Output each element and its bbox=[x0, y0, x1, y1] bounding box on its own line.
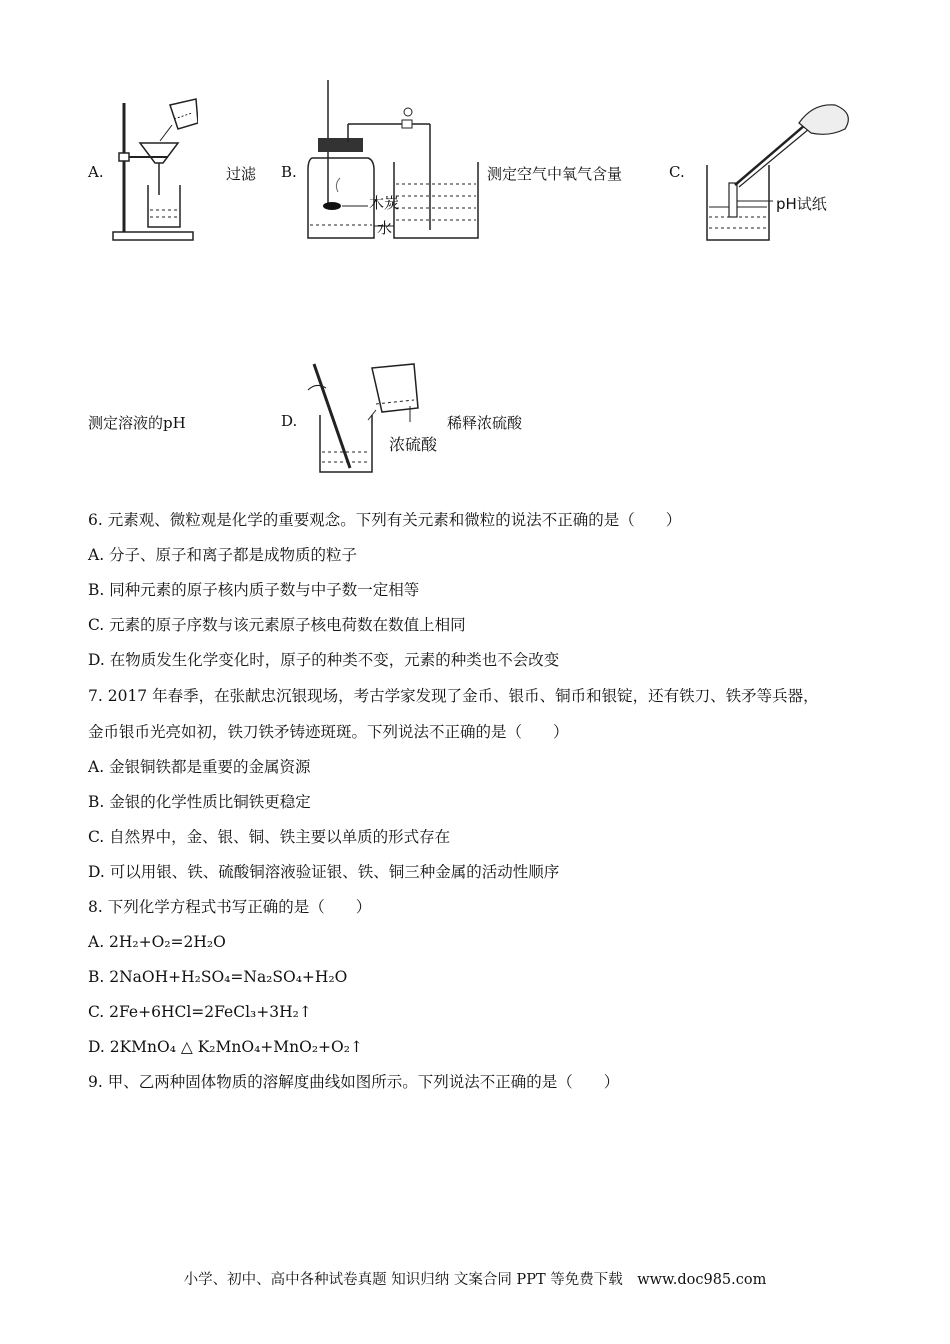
oxygen-content-figure bbox=[298, 80, 488, 245]
option-d-letter: D. bbox=[281, 412, 298, 430]
question-8-option-c: C. 2Fe+6HCl=2FeCl₃+3H₂↑ bbox=[88, 1003, 312, 1021]
option-a-caption: 过滤 bbox=[226, 165, 257, 183]
option-c-caption: 测定溶液的pH bbox=[88, 414, 186, 432]
question-6-option-a: A. 分子、原子和离子都是成物质的粒子 bbox=[88, 546, 358, 564]
label-conc-acid: 浓硫酸 bbox=[389, 435, 438, 454]
option-c-letter: C. bbox=[669, 163, 685, 181]
question-6-option-d: D. 在物质发生化学变化时，原子的种类不变，元素的种类也不会改变 bbox=[88, 651, 560, 669]
question-6-option-b: B. 同种元素的原子核内质子数与中子数一定相等 bbox=[88, 581, 420, 599]
filtration-figure bbox=[108, 95, 198, 250]
question-7-stem-line2: 金币银币光亮如初，铁刀铁矛铸迹斑斑。下列说法不正确的是（ ） bbox=[88, 723, 569, 741]
option-b-letter: B. bbox=[281, 163, 297, 181]
option-a-letter: A. bbox=[88, 163, 104, 181]
question-7-option-b: B. 金银的化学性质比铜铁更稳定 bbox=[88, 793, 311, 811]
question-8-option-b: B. 2NaOH+H₂SO₄=Na₂SO₄+H₂O bbox=[88, 968, 348, 986]
question-6-stem: 6. 元素观、微粒观是化学的重要观念。下列有关元素和微粒的说法不正确的是（ ） bbox=[88, 511, 682, 529]
dilute-acid-figure bbox=[302, 360, 432, 480]
question-8-option-a: A. 2H₂+O₂=2H₂O bbox=[88, 933, 226, 951]
option-d-caption: 稀释浓硫酸 bbox=[447, 414, 523, 432]
label-water: 水 bbox=[377, 219, 393, 237]
label-charcoal: 木炭 bbox=[369, 194, 400, 212]
question-7-option-d: D. 可以用银、铁、硫酸铜溶液验证银、铁、铜三种金属的活动性顺序 bbox=[88, 863, 560, 881]
question-8-stem: 8. 下列化学方程式书写正确的是（ ） bbox=[88, 898, 372, 916]
question-7-option-a: A. 金银铜铁都是重要的金属资源 bbox=[88, 758, 311, 776]
question-7-option-c: C. 自然界中，金、银、铜、铁主要以单质的形式存在 bbox=[88, 828, 451, 846]
question-8-option-d: D. 2KMnO₄ △ K₂MnO₄+MnO₂+O₂↑ bbox=[88, 1038, 363, 1056]
question-7-stem-line1: 7. 2017 年春季，在张献忠沉银现场，考古学家发现了金币、银币、铜币和银锭，还有铁刀、铁矛等兵器， bbox=[88, 687, 819, 705]
question-9-stem: 9. 甲、乙两种固体物质的溶解度曲线如图所示。下列说法不正确的是（ ） bbox=[88, 1073, 620, 1091]
option-b-caption: 测定空气中氧气含量 bbox=[487, 165, 623, 183]
question-6-option-c: C. 元素的原子序数与该元素原子核电荷数在数值上相同 bbox=[88, 616, 466, 634]
ph-measurement-figure bbox=[695, 95, 860, 245]
label-ph-paper: pH试纸 bbox=[776, 195, 827, 213]
page-footer: 小学、初中、高中各种试卷真题 知识归纳 文案合同 PPT 等免费下载 www.doc985.com bbox=[183, 1272, 767, 1288]
